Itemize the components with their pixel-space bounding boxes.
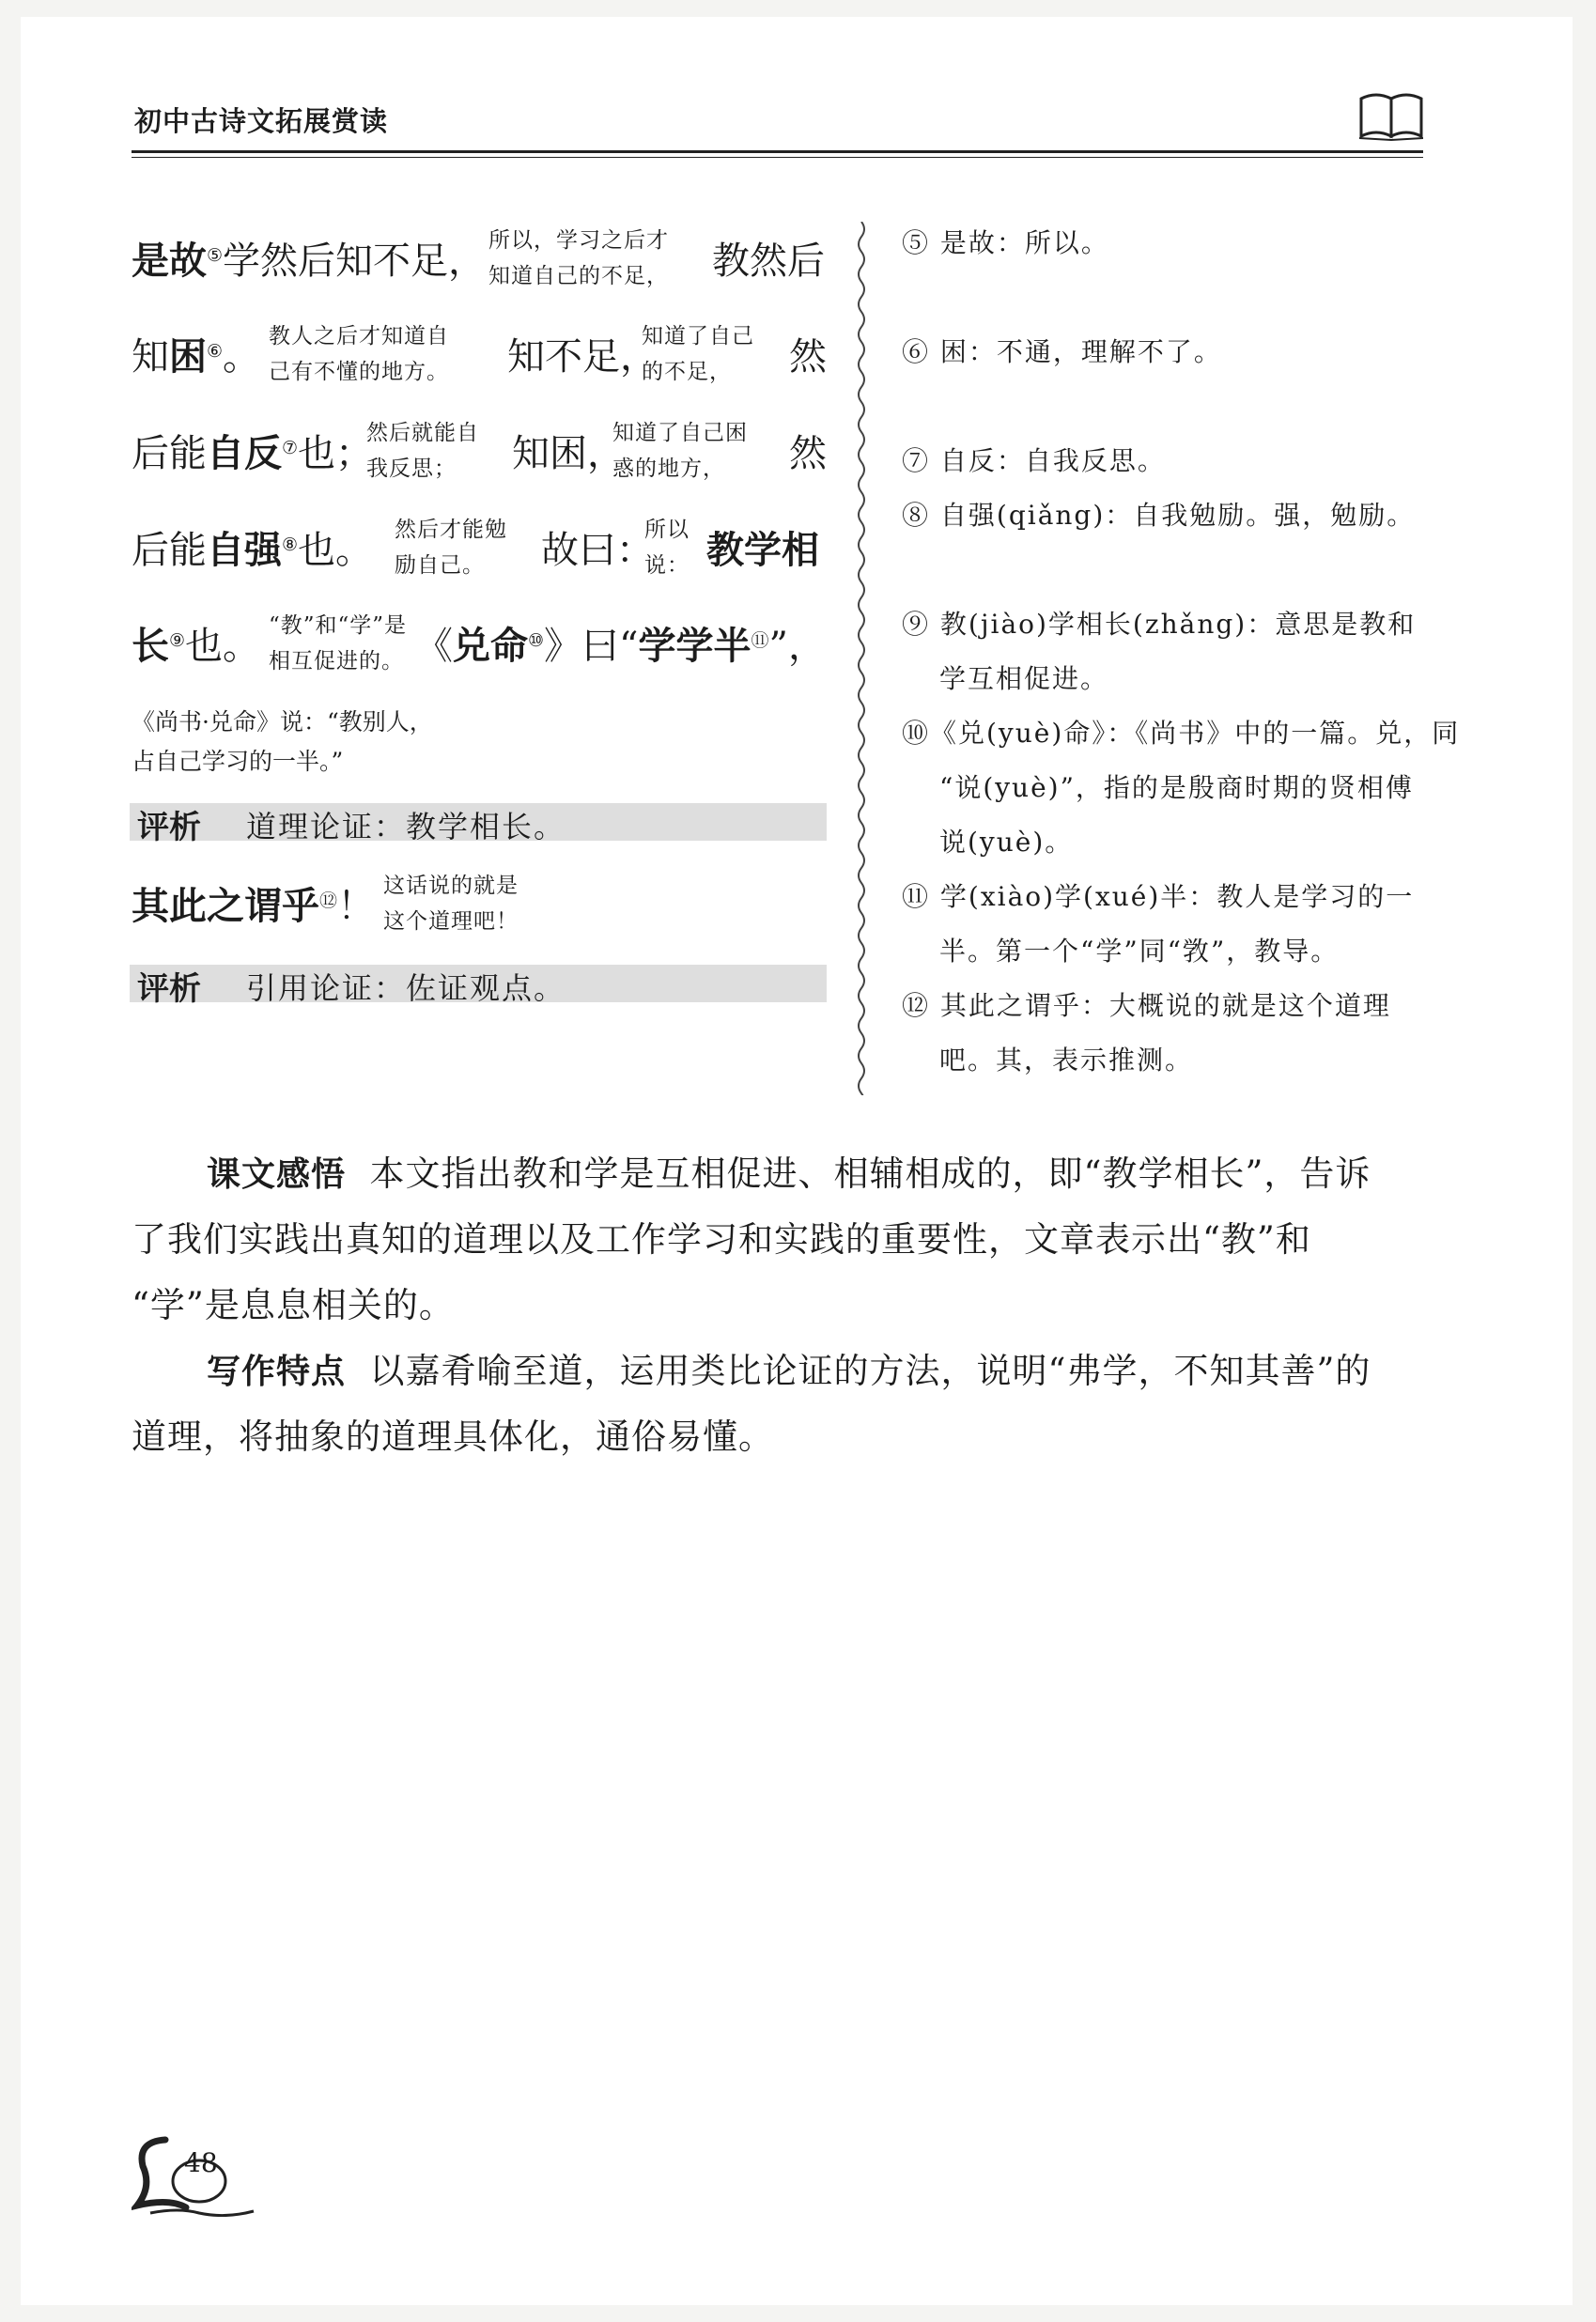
note-10-cont: “说(yuè)”，指的是殷商时期的贤相傅 <box>939 772 1414 803</box>
gloss: 我反思； <box>366 457 457 481</box>
features-line-2: 道理，将抽象的道理具体化，通俗易懂。 <box>132 1416 774 1457</box>
original-text: 后能 <box>132 529 207 572</box>
keyword: 学学半 <box>638 625 752 668</box>
note-marker: ⑩ <box>528 630 545 651</box>
gloss: 相互促进的。 <box>269 649 404 673</box>
gloss: 然后才能勉 <box>395 518 507 542</box>
note-9-cont: 学互相促进。 <box>939 663 1109 694</box>
gloss-line: 《尚书·兑命》说：“教别人， <box>132 708 433 735</box>
note-marker: ⑧ <box>282 534 299 555</box>
note-12-cont: 吧。其，表示推测。 <box>939 1045 1194 1076</box>
original-text: 然 <box>789 432 827 475</box>
keyword: 自反 <box>207 432 282 475</box>
note-8: ⑧ 自强(qiǎng)：自我勉励。强，勉励。 <box>902 500 1416 531</box>
note-9: ⑨ 教(jiào)学相长(zhǎng)：意思是教和 <box>902 609 1417 640</box>
note-marker: ⑨ <box>169 630 186 651</box>
keyword: 自强 <box>207 529 282 572</box>
gloss: 所以 <box>644 518 690 542</box>
note-10: ⑩《兑(yuè)命》：《尚书》中的一篇。兑，同 <box>902 718 1461 749</box>
header-rule-thin <box>132 157 1423 158</box>
note-marker: ⑫ <box>319 890 338 911</box>
keyword: 是故 <box>132 240 207 283</box>
gloss: 知道了自己 <box>642 324 754 348</box>
note-marker: ⑦ <box>282 438 299 458</box>
keyword: 困 <box>169 335 207 379</box>
original-text: 》曰“ <box>544 625 639 668</box>
book-title: 初中古诗文拓展赏读 <box>134 105 389 137</box>
note-6: ⑥ 困：不通，理解不了。 <box>902 336 1222 367</box>
original-text: 然 <box>789 335 827 379</box>
original-text: 也。 <box>185 625 261 668</box>
header-rule <box>132 150 1423 153</box>
keyword: 其此之谓乎 <box>132 885 319 928</box>
analysis-bar-1 <box>130 803 827 846</box>
page-number: 48 <box>184 2147 218 2178</box>
original-text: 。 <box>223 335 261 379</box>
paragraph-text: 以嘉肴喻至道，运用类比论证的方法，说明“弗学，不知其善”的 <box>369 1351 1371 1391</box>
keyword: 长 <box>132 625 169 668</box>
original-text: 也。 <box>298 529 374 572</box>
original-text: 知困， <box>512 432 625 475</box>
gloss: 所以，学习之后才 <box>488 228 669 253</box>
original-text: 后能 <box>132 432 207 475</box>
gloss: 知道了自己困 <box>612 421 748 445</box>
note-5: ⑤ 是故：所以。 <box>902 227 1109 258</box>
wavy-divider <box>850 222 873 1095</box>
section-label: 写作特点 <box>207 1353 347 1391</box>
analysis-text: 道理论证：教学相长。 <box>246 809 566 844</box>
original-text: 知不足， <box>507 335 658 379</box>
reflection-line-1 <box>207 1141 1371 1208</box>
gloss-line: 占自己学习的一半。” <box>132 748 344 775</box>
open-book-icon <box>1357 89 1425 142</box>
note-11: ⑪ 学(xiào)学(xué)半：教人是学习的一 <box>902 881 1415 912</box>
gloss: 知道自己的不足， <box>488 264 669 288</box>
original-text: ”， <box>768 625 826 668</box>
original-text: 也； <box>298 432 374 475</box>
original-text: ！ <box>337 885 376 928</box>
gloss: 这话说的就是 <box>383 874 519 898</box>
note-marker: ⑤ <box>207 245 224 266</box>
features-line-1 <box>207 1339 1371 1405</box>
note-12: ⑫ 其此之谓乎：大概说的就是这个道理 <box>902 990 1391 1021</box>
original-text: 学然后知不足， <box>223 240 487 283</box>
note-marker: ⑪ <box>751 630 769 651</box>
original-text: 故曰： <box>541 529 654 572</box>
reflection-line-3: “学”是息息相关的。 <box>132 1285 455 1325</box>
original-text: 教然后 <box>712 240 825 283</box>
gloss: 己有不懂的地方。 <box>269 360 449 384</box>
analysis-label: 评析 <box>137 970 201 1008</box>
gloss: 教人之后才知道自 <box>269 324 449 348</box>
analysis-label: 评析 <box>137 809 201 846</box>
gloss: 励自己。 <box>395 553 485 578</box>
gloss: 说： <box>644 553 690 578</box>
keyword: 兑命 <box>453 625 528 668</box>
section-label: 课文感悟 <box>207 1155 347 1194</box>
note-10-cont: 说(yuè)。 <box>939 827 1074 858</box>
keyword: 教学相 <box>706 529 819 572</box>
gloss: “教”和“学”是 <box>269 613 408 638</box>
gloss: 惑的地方， <box>612 457 725 481</box>
gloss: 的不足， <box>642 360 732 384</box>
note-7: ⑦ 自反：自我反思。 <box>902 445 1166 476</box>
analysis-bar-2 <box>130 965 827 1008</box>
original-text: 知 <box>132 335 169 379</box>
note-marker: ⑥ <box>207 341 224 362</box>
original-text: 《 <box>415 625 453 668</box>
gloss: 这个道理吧！ <box>383 909 519 934</box>
analysis-text: 引用论证：佐证观点。 <box>246 970 566 1006</box>
paragraph-text: 本文指出教和学是互相促进、相辅相成的，即“教学相长”，告诉 <box>369 1153 1371 1194</box>
reflection-line-2: 了我们实践出真知的道理以及工作学习和实践的重要性，文章表示出“教”和 <box>132 1219 1311 1260</box>
note-11-cont: 半。第一个“学”同“敩”，教导。 <box>939 936 1340 967</box>
gloss: 然后就能自 <box>366 421 479 445</box>
